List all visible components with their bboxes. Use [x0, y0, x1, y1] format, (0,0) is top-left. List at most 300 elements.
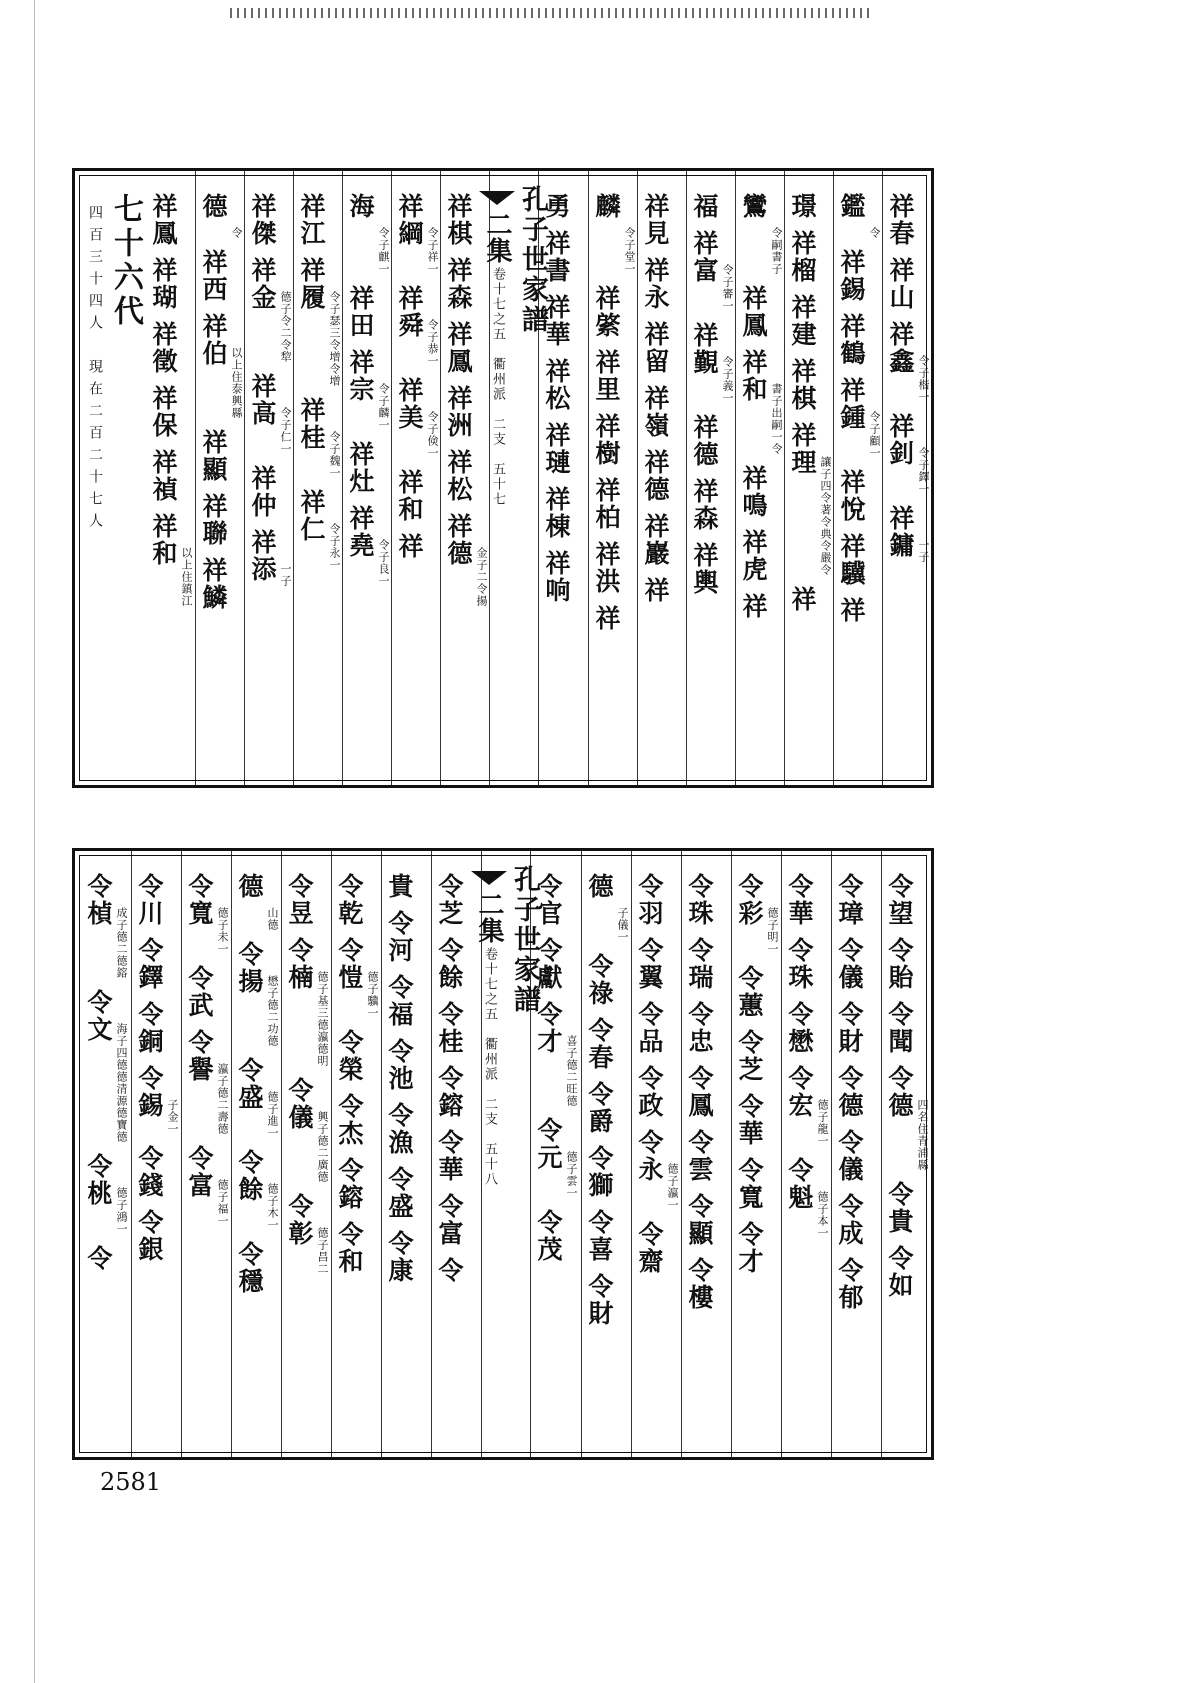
genealogy-entry: [81, 989, 131, 1143]
genealogy-entry: [332, 1157, 381, 1211]
person-name: 麟: [592, 193, 621, 220]
person-name: 令漁: [385, 1102, 414, 1156]
lineage-note: 令子審一: [721, 264, 734, 312]
genealogy-entry: [834, 597, 882, 624]
lineage-note: 令子良一: [377, 539, 390, 587]
generation-heading: 七十六代: [108, 193, 143, 329]
genealogy-entry: [882, 1181, 931, 1235]
genealogy-entry: [232, 941, 281, 1047]
lineage-note: 山德: [266, 907, 279, 931]
person-name: 祥綮: [592, 285, 621, 339]
genealogy-entry: [232, 1149, 281, 1231]
genealogy-entry: [245, 257, 293, 363]
genealogy-entry: [343, 441, 391, 495]
name-column: [342, 171, 391, 785]
genealogy-entry: [182, 1029, 231, 1135]
genealogy-entry: [539, 550, 588, 604]
genealogy-entry: [382, 1102, 431, 1156]
book-title: 孔子世家譜: [509, 865, 540, 1015]
person-name: 祥美: [395, 377, 424, 431]
scan-margin-line: [34, 0, 35, 1683]
genealogy-entry: [432, 1193, 481, 1247]
person-name: 祥傑: [248, 193, 277, 247]
genealogy-entry: [196, 557, 244, 611]
person-name: 祥江: [297, 193, 326, 247]
lineage-note: 以上住泰興縣: [230, 347, 243, 419]
person-name: 祥鏞: [886, 505, 915, 559]
person-name: 令彰: [285, 1193, 314, 1247]
person-name: 令河: [385, 910, 414, 964]
genealogy-entry: [146, 257, 195, 311]
person-name: 德: [199, 193, 228, 220]
genealogy-entry: [382, 873, 431, 900]
person-name: 德: [235, 873, 264, 900]
bottom-center-band: [474, 851, 540, 1457]
person-name: 祥田: [346, 285, 375, 339]
lineage-note: 德子本一: [816, 1191, 829, 1239]
person-name: 祥棋: [788, 358, 817, 412]
person-name: 祥悅: [837, 469, 866, 523]
genealogy-entry: [687, 414, 735, 468]
genealogy-entry: [682, 1129, 731, 1183]
person-name: 令財: [585, 1273, 614, 1327]
genealogy-entry: [638, 321, 686, 375]
lineage-note: 海子四德德清源德寶德: [115, 1023, 128, 1143]
person-name: 令盛: [235, 1057, 264, 1111]
name-column: [881, 851, 931, 1457]
name-column: [731, 851, 781, 1457]
volume-label: 二集: [482, 211, 512, 263]
person-name: 祥金: [248, 257, 277, 311]
person-name: 祥: [395, 533, 424, 560]
person-name: 祥履: [297, 257, 326, 311]
lineage-note: 令子楷一: [917, 355, 930, 403]
fish-tail-mark: [479, 191, 515, 205]
genealogy-entry: [146, 385, 195, 439]
name-column: [686, 171, 735, 785]
person-name: 祥嶺: [641, 385, 670, 439]
person-name: 祥鑫: [886, 321, 915, 375]
genealogy-entry: [539, 422, 588, 476]
person-name: 祥: [837, 597, 866, 624]
person-name: 祥桂: [297, 397, 326, 451]
genealogy-entry: [294, 489, 342, 571]
genealogy-entry: [785, 230, 833, 284]
person-name: 令品: [635, 1001, 664, 1055]
lineage-note: 令子義一: [721, 356, 734, 404]
person-name: 令華: [735, 1093, 764, 1147]
person-name: 祥松: [444, 449, 473, 503]
person-name: 祥洪: [592, 541, 621, 595]
name-column: [281, 851, 331, 1457]
person-name: 祥德: [641, 449, 670, 503]
genealogy-entry: [785, 586, 833, 613]
genealogy-entry: [382, 910, 431, 964]
genealogy-entry: [682, 1193, 731, 1247]
person-name: 令聞: [885, 1001, 914, 1055]
genealogy-entry: [132, 1065, 181, 1135]
lineage-note: 令子倹一: [426, 411, 439, 459]
page-number: 2581: [100, 1468, 162, 1496]
genealogy-entry: [882, 1245, 931, 1299]
person-name: 令貽: [885, 937, 914, 991]
genealogy-entry: [782, 1001, 831, 1055]
genealogy-entry: [832, 1193, 881, 1247]
genealogy-entry: [132, 873, 181, 927]
person-name: 祥書: [542, 230, 571, 284]
genealogy-entry: [632, 873, 681, 927]
genealogy-entry: [332, 1093, 381, 1147]
person-name: 令譽: [185, 1029, 214, 1083]
person-name: 令錢: [135, 1145, 164, 1199]
person-name: 令昱: [285, 873, 314, 927]
genealogy-entry: [883, 321, 931, 403]
lineage-note: 令子永一: [328, 523, 341, 571]
genealogy-entry: [392, 469, 440, 523]
person-name: 祥錫: [837, 249, 866, 303]
person-name: 祥洲: [444, 385, 473, 439]
name-column: [781, 851, 831, 1457]
genealogy-entry: [531, 1117, 581, 1199]
fish-tail-mark: [471, 871, 507, 885]
lineage-note: 一子: [917, 539, 930, 563]
genealogy-entry: [582, 873, 631, 943]
person-name: 祥森: [444, 257, 473, 311]
genealogy-entry: [245, 465, 293, 519]
person-name: 鑑: [837, 193, 866, 220]
genealogy-entry: [245, 529, 293, 587]
name-column: [244, 171, 293, 785]
lineage-note: 德子驥一: [366, 971, 379, 1019]
person-name: 祥鶴: [837, 313, 866, 367]
lineage-note: 喜子德二旺德: [565, 1035, 578, 1107]
person-name: 令雲: [685, 1129, 714, 1183]
genealogy-entry: [282, 937, 331, 1067]
person-name: 令池: [385, 1038, 414, 1092]
lineage-note: 德子基三德瀛德明: [316, 971, 329, 1067]
person-name: 令餘: [435, 937, 464, 991]
person-name: 祥仁: [297, 489, 326, 543]
lineage-note: 令子麟一: [377, 383, 390, 431]
lineage-note: 令子魏一: [328, 431, 341, 479]
genealogy-entry: [687, 478, 735, 532]
genealogy-entry: [332, 937, 381, 1019]
person-name: 貴: [385, 873, 414, 900]
genealogy-entry: [687, 193, 735, 220]
person-name: 令榮: [335, 1029, 364, 1083]
genealogy-entry: [732, 873, 781, 955]
genealogy-entry: [632, 1065, 681, 1119]
genealogy-entry: [687, 542, 735, 596]
lineage-note: 懋子德二功德: [266, 975, 279, 1047]
person-name: 祥: [739, 593, 768, 620]
genealogy-entry: [732, 1029, 781, 1083]
person-name: 祥: [788, 586, 817, 613]
person-name: 令元: [534, 1117, 563, 1171]
person-name: 祥添: [248, 529, 277, 583]
genealogy-entry: [81, 1245, 131, 1272]
genealogy-entry: [294, 397, 342, 479]
genealogy-entry: [196, 493, 244, 547]
person-name: 令獻: [534, 937, 563, 991]
genealogy-entry: [81, 873, 131, 979]
genealogy-entry: [196, 193, 244, 239]
name-column: [181, 851, 231, 1457]
person-name: 祥春: [886, 193, 915, 247]
genealogy-entry: [332, 1221, 381, 1275]
person-name: 令福: [385, 974, 414, 1028]
person-name: 祥高: [248, 373, 277, 427]
person-name: 令杰: [335, 1093, 364, 1147]
person-name: 令祿: [585, 953, 614, 1007]
lineage-note: 德子明一: [766, 907, 779, 955]
person-name: 令永: [635, 1129, 664, 1183]
genealogy-entry: [332, 873, 381, 927]
genealogy-entry: [392, 285, 440, 367]
lineage-note: 令子鐸一: [917, 447, 930, 495]
genealogy-entry: [687, 322, 735, 404]
person-name: 令愷: [335, 937, 364, 991]
genealogy-entry: [736, 529, 784, 583]
person-name: 令川: [135, 873, 164, 927]
genealogy-entry: [282, 873, 331, 927]
person-name: 令望: [885, 873, 914, 927]
generation-heading-column: [76, 171, 146, 785]
lineage-note: 德子瀛一: [666, 1163, 679, 1211]
person-name: 祥釗: [886, 413, 915, 467]
genealogy-entry: [343, 349, 391, 431]
genealogy-entry: [382, 1038, 431, 1092]
genealogy-entry: [732, 965, 781, 1019]
genealogy-entry: [832, 1129, 881, 1183]
person-name: 祥德: [690, 414, 719, 468]
person-name: 祥富: [690, 230, 719, 284]
genealogy-entry: [834, 249, 882, 303]
genealogy-entry: [132, 1145, 181, 1199]
person-name: 令儀: [285, 1077, 314, 1131]
person-name: 祥覲: [690, 322, 719, 376]
genealogy-entry: [539, 486, 588, 540]
genealogy-entry: [632, 1129, 681, 1211]
genealogy-entry: [392, 533, 440, 560]
lineage-note: 德子雲一: [565, 1151, 578, 1199]
person-name: 令珠: [685, 873, 714, 927]
person-name: 祥: [641, 577, 670, 604]
person-name: 令德: [885, 1065, 914, 1119]
person-name: 令翼: [635, 937, 664, 991]
lineage-note: 令: [230, 227, 243, 239]
name-column: [637, 171, 686, 785]
genealogy-entry: [245, 193, 293, 247]
lineage-note: 以上住鎮江: [180, 547, 193, 607]
person-name: 令桂: [435, 1001, 464, 1055]
person-name: 令華: [435, 1129, 464, 1183]
genealogy-entry: [132, 937, 181, 991]
genealogy-entry: [882, 1065, 931, 1171]
person-name: 令爵: [585, 1081, 614, 1135]
name-column: [833, 171, 882, 785]
person-name: 祥華: [542, 294, 571, 348]
person-name: 祥鳴: [739, 465, 768, 519]
lineage-note: 一子: [279, 563, 292, 587]
lineage-note: 德子龍一: [816, 1099, 829, 1147]
genealogy-entry: [432, 1257, 481, 1284]
genealogy-entry: [883, 505, 931, 563]
genealogy-entry: [343, 505, 391, 587]
person-name: 令寬: [735, 1157, 764, 1211]
genealogy-entry: [832, 1001, 881, 1055]
person-name: 令文: [84, 989, 113, 1043]
person-name: 令揚: [235, 941, 264, 995]
person-name: 祥松: [542, 358, 571, 412]
person-name: 令珠: [785, 937, 814, 991]
name-column: [735, 171, 784, 785]
person-name: 祥巖: [641, 513, 670, 567]
genealogy-entry: [732, 1093, 781, 1147]
genealogy-entry: [232, 1057, 281, 1139]
name-column: [391, 171, 440, 785]
volume-label: 二集: [474, 891, 504, 943]
genealogy-entry: [834, 533, 882, 587]
genealogy-entry: [782, 873, 831, 927]
lineage-note: 興子德二廣德: [316, 1111, 329, 1183]
genealogy-entry: [638, 449, 686, 503]
genealogy-entry: [146, 449, 195, 503]
genealogy-entry: [582, 953, 631, 1007]
name-column: [831, 851, 881, 1457]
section-info: 卷十七之五 衢州派 二支 五十八: [482, 947, 497, 1187]
genealogy-entry: [882, 1001, 931, 1055]
genealogy-entry: [582, 1273, 631, 1327]
person-name: 祥伯: [199, 313, 228, 367]
genealogy-entry: [539, 358, 588, 412]
person-name: 令武: [185, 965, 214, 1019]
genealogy-entry: [632, 1001, 681, 1055]
person-name: 祥理: [788, 422, 817, 476]
lineage-note: 德子木一: [266, 1183, 279, 1231]
person-name: 祥仲: [248, 465, 277, 519]
person-name: 令成: [835, 1193, 864, 1247]
person-name: 祥山: [886, 257, 915, 311]
person-name: 令桃: [84, 1153, 113, 1207]
person-name: 祥建: [788, 294, 817, 348]
lineage-note: 讓子四令著令典令嚴令: [819, 456, 832, 576]
genealogy-entry: [638, 513, 686, 567]
person-name: 令楨: [84, 873, 113, 927]
person-name: 祥森: [690, 478, 719, 532]
genealogy-entry: [832, 1065, 881, 1119]
top-genealogy-page: [72, 168, 934, 788]
genealogy-entry: [682, 1257, 731, 1311]
person-name: 祥鳳: [739, 285, 768, 339]
lineage-note: 令子瑟三令增令增: [328, 291, 341, 387]
lineage-note: 令子顧一: [868, 411, 881, 459]
genealogy-entry: [687, 230, 735, 312]
person-name: 令儀: [835, 1129, 864, 1183]
genealogy-entry: [638, 193, 686, 247]
person-name: 令獅: [585, 1145, 614, 1199]
lineage-note: 成子德二德鎔: [115, 907, 128, 979]
name-column: [331, 851, 381, 1457]
genealogy-entry: [883, 193, 931, 247]
person-name: 祥和: [149, 513, 178, 567]
name-column: [231, 851, 281, 1457]
person-name: 令貴: [885, 1181, 914, 1235]
person-name: 德: [585, 873, 614, 900]
person-name: 令: [435, 1257, 464, 1284]
person-name: 祥驥: [837, 533, 866, 587]
lineage-note: 德子鴻一: [115, 1187, 128, 1235]
person-name: 鸞: [739, 193, 768, 220]
genealogy-entry: [245, 373, 293, 455]
genealogy-entry: [282, 1193, 331, 1275]
person-name: 令魁: [785, 1157, 814, 1211]
genealogy-entry: [531, 1209, 581, 1263]
center-mid: [471, 865, 507, 1187]
person-name: 令齋: [635, 1221, 664, 1275]
person-name: 祥鍾: [837, 377, 866, 431]
name-column: [293, 171, 342, 785]
person-name: 祥和: [739, 349, 768, 403]
genealogy-entry: [834, 193, 882, 239]
person-name: 祥顯: [199, 429, 228, 483]
genealogy-entry: [589, 413, 637, 467]
genealogy-entry: [736, 465, 784, 519]
person-name: 祥徵: [149, 321, 178, 375]
person-name: 祥柏: [592, 477, 621, 531]
genealogy-entry: [736, 349, 784, 455]
person-name: 祥虎: [739, 529, 768, 583]
name-column: [588, 171, 637, 785]
genealogy-entry: [589, 349, 637, 403]
genealogy-entry: [682, 1001, 731, 1055]
person-name: 令政: [635, 1065, 664, 1119]
genealogy-entry: [632, 937, 681, 991]
person-name: 祥璉: [542, 422, 571, 476]
person-name: 令銀: [135, 1209, 164, 1263]
bottom-genealogy-page: [72, 848, 934, 1460]
person-name: 令財: [835, 1001, 864, 1055]
person-name: 令鳳: [685, 1065, 714, 1119]
genealogy-entry: [782, 937, 831, 991]
person-name: 令芝: [735, 1029, 764, 1083]
name-column: [581, 851, 631, 1457]
book-title: 孔子世家譜: [517, 185, 548, 335]
genealogy-entry: [232, 1241, 281, 1295]
person-name: 令郁: [835, 1257, 864, 1311]
person-name: 令羽: [635, 873, 664, 927]
genealogy-entry: [782, 1157, 831, 1239]
person-name: 祥灶: [346, 441, 375, 495]
lineage-note: 令: [868, 227, 881, 239]
top-right-columns: [539, 171, 931, 785]
center-mid: [479, 185, 515, 507]
generation-count: 四百三十四人 現在二百二十七人: [87, 205, 103, 535]
person-name: 令芝: [435, 873, 464, 927]
name-column: [784, 171, 833, 785]
genealogy-entry: [682, 873, 731, 927]
person-name: 令樓: [685, 1257, 714, 1311]
person-name: 祥瑚: [149, 257, 178, 311]
genealogy-entry: [832, 1257, 881, 1311]
person-name: 令喜: [585, 1209, 614, 1263]
genealogy-entry: [785, 358, 833, 412]
lineage-note: 令子仁一: [279, 407, 292, 455]
person-name: 令蕙: [735, 965, 764, 1019]
person-name: 令顯: [685, 1193, 714, 1247]
genealogy-entry: [196, 249, 244, 303]
genealogy-entry: [582, 1209, 631, 1263]
